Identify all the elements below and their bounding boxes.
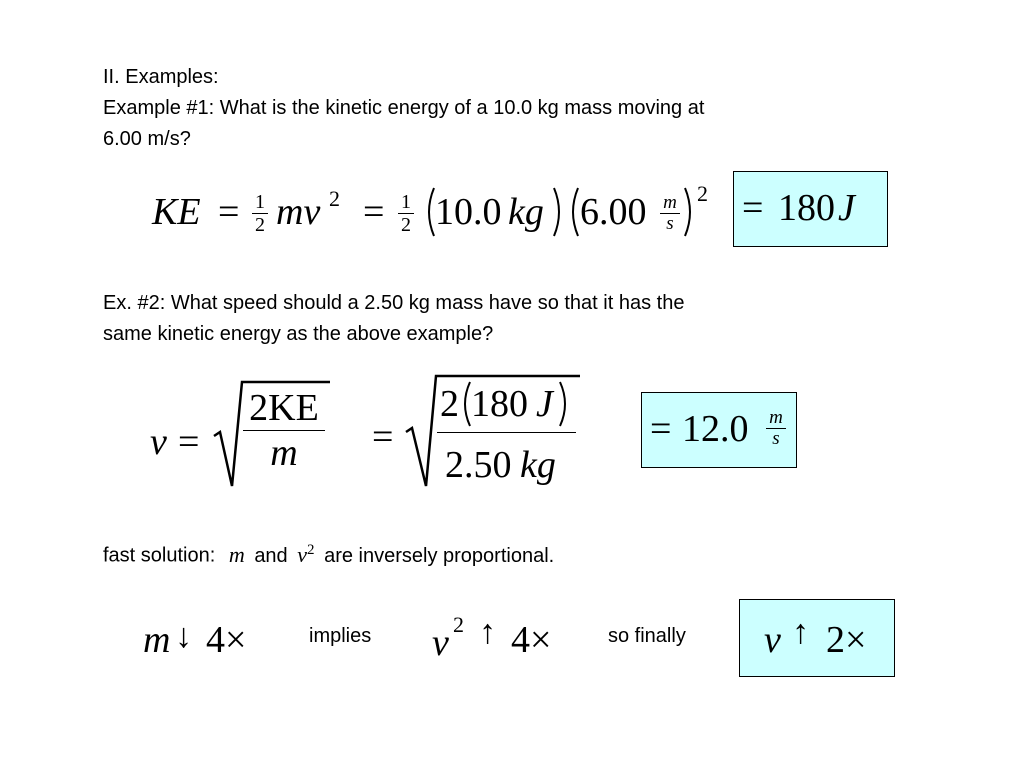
fast-solution-line [103,537,554,570]
v-symbol: v [764,619,781,661]
sqrt-fraction [243,388,325,473]
v-symbol: v [432,622,449,664]
m-per-s-fraction [660,194,680,233]
equals-sign-2: = [363,191,385,233]
factor-four-2: 4× [511,619,552,661]
example2-answer-box [641,392,797,468]
v-symbol: v [297,541,308,567]
mv-symbol: mv [276,191,321,233]
so-finally-words: so finally [608,625,686,647]
left-paren-icon [458,380,472,428]
right-paren-icon [558,380,572,428]
answer-equals: = [742,187,764,229]
energy-unit: J [536,383,553,425]
down-arrow-icon: ↓ [175,618,192,655]
equals-sign: = [218,191,240,233]
fraction-denominator: m [270,432,298,474]
exponent: 2 [453,612,464,637]
example1-question-line2: 6.00 m/s? [103,128,191,150]
factor-two: 2× [826,619,867,661]
mass-value: 10.0 [435,191,502,233]
fraction-numerator: 2KE [249,387,319,429]
fast-solution-prefix: fast solution: [103,544,216,567]
equals-sign-2: = [372,416,394,458]
mass-value: 2.50 [445,444,512,486]
right-paren-icon [552,186,566,238]
fraction-denominator: 2 [401,214,411,236]
final-answer-box [739,599,895,677]
fast-solution-suffix: are inversely proportional. [324,544,555,567]
fraction-numerator: m [769,407,783,428]
exponent: 2 [307,542,315,558]
exponent: 2 [329,186,340,211]
m-symbol: m [228,541,245,567]
left-paren-icon [566,186,580,238]
v-symbol: v [150,421,167,463]
factor-four: 4× [206,619,247,661]
left-paren-icon [422,186,436,238]
section-heading: II. Examples: [103,66,219,88]
fraction-numerator: 1 [255,191,265,213]
m-symbol: m [143,619,171,661]
half-fraction-2 [398,192,414,235]
answer-unit: J [838,187,855,229]
up-arrow-icon: ↑ [792,614,809,651]
kg-unit: kg [508,191,544,233]
example1-answer-box [733,171,888,247]
half-fraction [252,192,268,235]
two-coefficient: 2 [440,383,459,425]
energy-value: 180 [471,383,528,425]
answer-value: 180 [778,187,835,229]
and-word: and [254,544,288,567]
example2-question-line1: Ex. #2: What speed should a 2.50 kg mass have so that it has the [103,292,685,314]
mass-unit: kg [520,444,556,486]
fraction-numerator: 1 [401,191,411,213]
fraction-denominator: s [772,428,780,449]
example1-question-line1: Example #1: What is the kinetic energy of a 10.0 kg mass moving at [103,97,705,119]
exponent: 2 [697,181,708,206]
example2-question-line2: same kinetic energy as the above example? [103,323,494,345]
sqrt-fraction-bar [437,432,576,433]
fraction-denominator: 2 [255,214,265,236]
ke-symbol: KE [152,191,201,233]
answer-equals: = [650,408,672,450]
fraction-denominator: s [666,213,674,234]
answer-value: 12.0 [682,408,749,450]
speed-value: 6.00 [580,191,647,233]
m-per-s-fraction [766,409,786,448]
right-paren-icon [683,186,697,238]
up-arrow-icon: ↑ [479,614,496,651]
fraction-numerator: m [663,192,677,213]
equals-sign: = [178,421,200,463]
implies-word: implies [309,625,372,647]
